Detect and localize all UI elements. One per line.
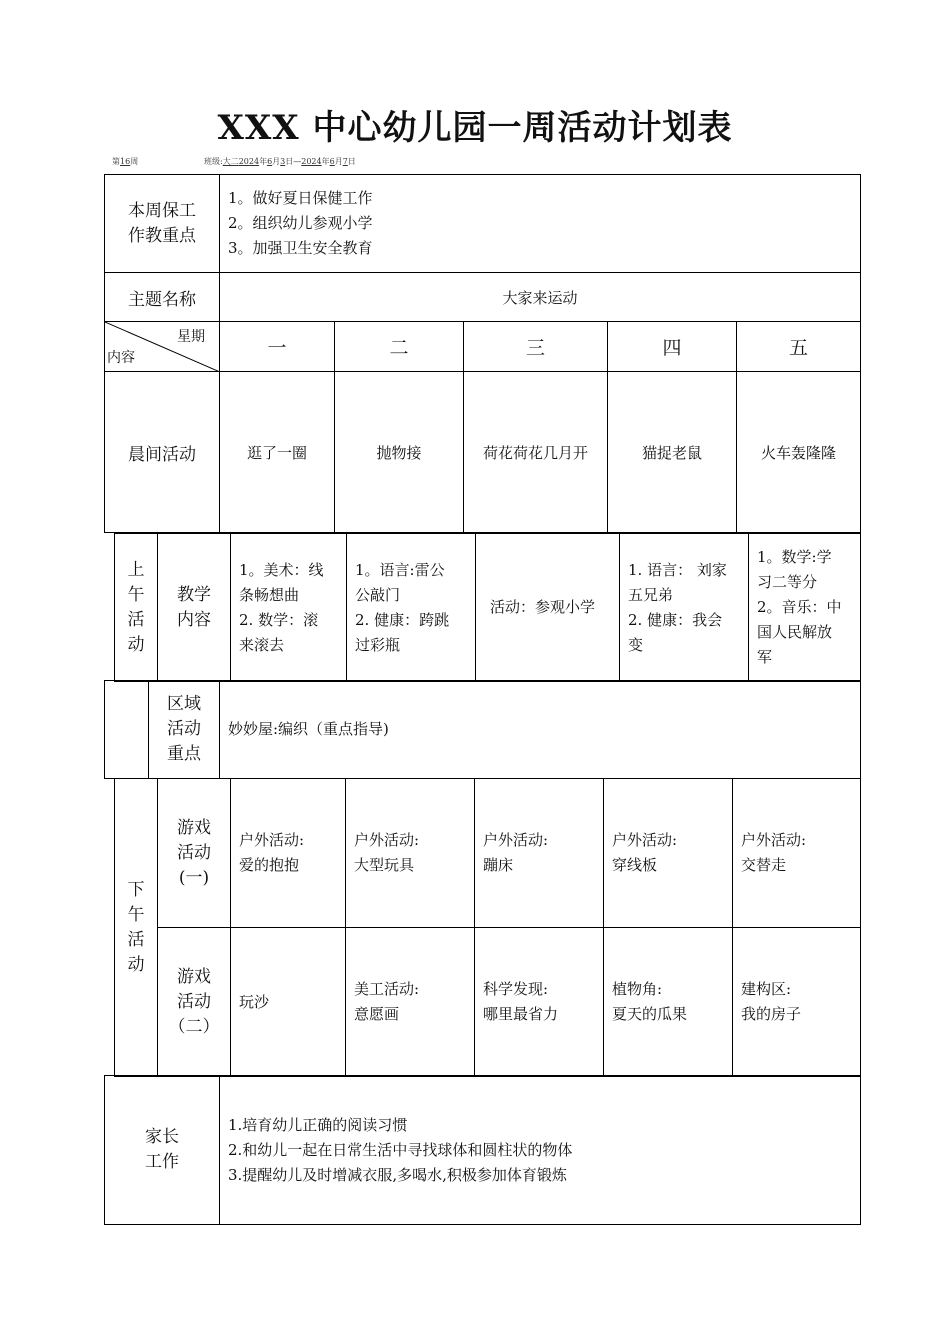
morning-activity: 逛了一圈: [220, 372, 335, 533]
game2-cell: 美工活动: 意愿画: [346, 928, 475, 1077]
parents-items: 1.培育幼儿正确的阅读习惯 2.和幼儿一起在日常生活中寻找球体和圆柱状的物体 3.提醒幼儿及时增减衣服,多喝水,积极参加体育锻炼: [220, 1076, 861, 1225]
pm-table: [114, 778, 861, 1077]
day-header: 一: [220, 322, 335, 372]
teaching-cell: 1。语言:雷公 公敲门 2. 健康：跨跳 过彩瓶: [347, 534, 476, 682]
diagonal-header-cell: [105, 322, 220, 372]
am-teaching-table: [114, 533, 861, 682]
parents-row: [105, 1076, 861, 1225]
content-axis-label: 内容: [107, 350, 135, 366]
weekday-axis-label: 星期: [177, 329, 205, 345]
teaching-cell: 1. 语言： 刘家 五兄弟 2. 健康：我会 变: [620, 534, 749, 682]
game2-cell: 建构区: 我的房子: [733, 928, 861, 1077]
teaching-cell: 1。美术：线 条畅想曲 2. 数学：滚 来滚去: [231, 534, 347, 682]
am-group-label: 上 午 活 动: [115, 534, 158, 682]
weekday-header-row: [105, 322, 861, 372]
region-table: [104, 680, 861, 779]
game2-cell: 植物角: 夏天的瓜果: [604, 928, 733, 1077]
day-header: 三: [464, 322, 608, 372]
game2-cell: 玩沙: [231, 928, 346, 1077]
game1-cell: 户外活动: 大型玩具: [346, 779, 475, 928]
focus-items: 1。做好夏日保健工作 2。组织幼儿参观小学 3。加强卫生安全教育: [220, 175, 861, 273]
parents-label: 家长 工作: [105, 1076, 220, 1225]
plan-table-top: [104, 174, 861, 533]
parents-table: [104, 1075, 861, 1225]
game1-cell: 户外活动: 蹦床: [475, 779, 604, 928]
teaching-label: 教学 内容: [158, 534, 231, 682]
teaching-cell: 1。数学:学 习二等分 2。音乐：中 国人民解放 军: [749, 534, 861, 682]
am-teaching-row: [115, 534, 861, 682]
game1-label: 游戏 活动 (一): [158, 779, 231, 928]
game1-cell: 户外活动: 交替走: [733, 779, 861, 928]
morning-row: [105, 372, 861, 533]
region-label: 区域 活动 重点: [149, 681, 220, 779]
morning-activity: 猫捉老鼠: [608, 372, 737, 533]
game1-cell: 户外活动: 穿线板: [604, 779, 733, 928]
region-value: 妙妙屋:编织（重点指导): [220, 681, 861, 779]
week-info: 第16周: [112, 157, 139, 166]
teaching-cell: 活动：参观小学: [476, 534, 620, 682]
game2-row: [115, 928, 861, 1077]
morning-label: 晨间活动: [105, 372, 220, 533]
page-title: XXX 中心幼儿园一周活动计划表: [217, 108, 733, 148]
morning-activity: 抛物接: [335, 372, 464, 533]
morning-activity: 荷花荷花几月开: [464, 372, 608, 533]
day-header: 二: [335, 322, 464, 372]
class-date-info: 班级:大二2024年6月3日—2024年6月7日: [204, 157, 356, 166]
day-header: 五: [737, 322, 861, 372]
game1-row: [115, 779, 861, 928]
theme-row: [105, 273, 861, 322]
pm-group-label: 下 午 活 动: [115, 779, 158, 1077]
game2-cell: 科学发现: 哪里最省力: [475, 928, 604, 1077]
focus-label: 本周保工 作教重点: [105, 175, 220, 273]
game2-label: 游戏 活动 （二）: [158, 928, 231, 1077]
theme-label: 主题名称: [105, 273, 220, 322]
game1-cell: 户外活动: 爱的抱抱: [231, 779, 346, 928]
focus-row: [105, 175, 861, 273]
day-header: 四: [608, 322, 737, 372]
region-row: [105, 681, 861, 779]
morning-activity: 火车轰隆隆: [737, 372, 861, 533]
region-group-cell: [105, 681, 149, 779]
theme-value: 大家来运动: [220, 273, 861, 322]
